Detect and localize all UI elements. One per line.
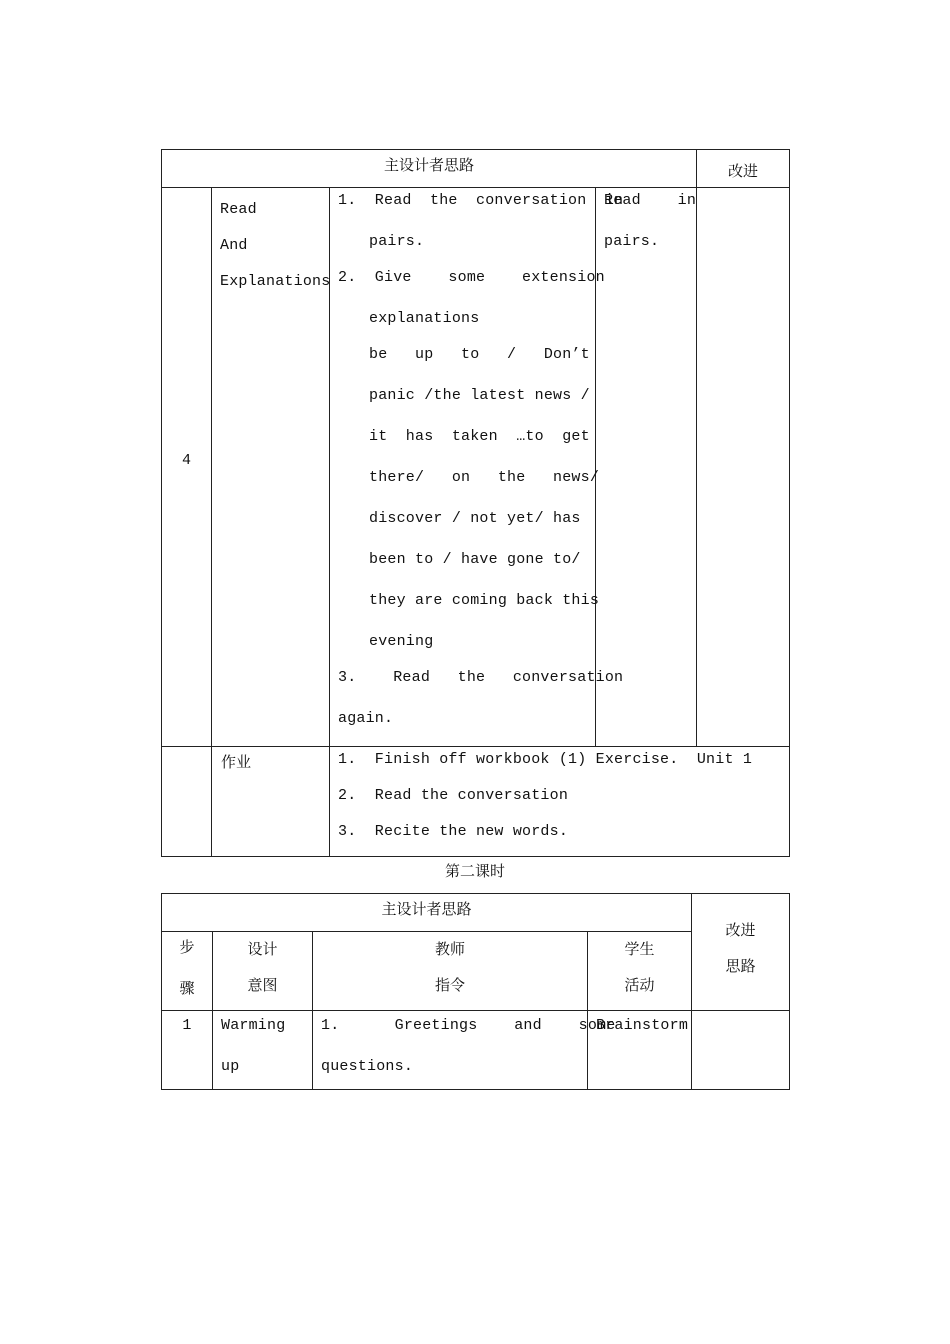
teacher-line: again. [338, 710, 394, 727]
homework-line: 2. Read the conversation [338, 787, 569, 804]
t2-row1-improve-cell [692, 1011, 790, 1090]
improve-cell [697, 188, 790, 747]
homework-label: 作业 [221, 753, 252, 771]
homework-content-cell [330, 747, 790, 857]
t2-col-design [213, 932, 313, 1011]
student-line: pairs. [604, 233, 660, 250]
t2-col-teacher-line: 指令 [434, 976, 465, 994]
teacher-line: explanations [369, 310, 480, 327]
homework-step-cell [162, 747, 212, 857]
t2-row1-design-line: Warming [221, 1017, 286, 1034]
t2-col-student-line: 活动 [624, 976, 655, 994]
homework-label-cell [212, 747, 330, 857]
t2-row1-design-line: up [221, 1058, 240, 1075]
teacher-line: they are coming back this [369, 592, 600, 609]
design-cell [212, 188, 330, 747]
t2-header-title: 主设计者思路 [381, 900, 472, 918]
t2-row1-step: 1 [182, 1017, 192, 1034]
homework-line: 3. Recite the new words. [338, 823, 569, 840]
t2-row1-teacher-cell [313, 1011, 616, 1090]
design-line: Read [220, 201, 257, 218]
t2-col-design-line: 设计 [247, 940, 278, 958]
t2-row1-student-cell [588, 1011, 692, 1090]
teacher-line: 1. Read the conversation in [338, 192, 624, 209]
homework-line: 1. Finish off workbook (1) Exercise. Unit 1 [338, 751, 753, 768]
lesson-plan-table-1 [161, 149, 790, 857]
teacher-line: discover / not yet/ has [369, 510, 581, 527]
teacher-line: there/ on the news/ [369, 469, 600, 486]
header-title: 主设计者思路 [383, 156, 474, 174]
teacher-cell [330, 188, 624, 747]
design-line: Explanations [220, 273, 331, 290]
t2-row1-teacher-line: 1. Greetings and some [321, 1017, 616, 1034]
t2-header-title-cell [162, 894, 692, 932]
t2-improve-line: 改进 [725, 921, 756, 939]
header-title-cell [162, 150, 697, 188]
teacher-line: be up to / Don’t [369, 346, 590, 363]
design-line: And [220, 237, 248, 254]
teacher-line: pairs. [369, 233, 425, 250]
t2-col-design-line: 意图 [247, 976, 278, 994]
t2-col-teacher [313, 932, 588, 1011]
lesson-plan-table-2 [161, 893, 790, 1090]
t2-col-step-line: 骤 [179, 979, 195, 997]
t2-improve-line: 思路 [725, 957, 756, 975]
teacher-line: 3. Read the conversation [338, 669, 624, 686]
teacher-line: it has taken …to get [369, 428, 590, 445]
t2-col-student-line: 学生 [624, 940, 655, 958]
t2-col-step-line: 步 [179, 938, 195, 956]
header-improve-cell [697, 150, 790, 188]
t2-row1-design-cell [213, 1011, 313, 1090]
header-improve: 改进 [727, 162, 758, 180]
teacher-line: 2. Give some extension [338, 269, 605, 286]
step-number: 4 [182, 452, 192, 469]
step-cell [162, 188, 212, 747]
teacher-line: panic /the latest news / [369, 387, 590, 404]
t2-col-step [162, 932, 213, 1011]
t2-col-student [588, 932, 692, 1011]
t2-row1-teacher-line: questions. [321, 1058, 414, 1075]
t2-row1-student: Brainstorm [596, 1017, 689, 1034]
section-title: 第二课时 [444, 862, 505, 880]
teacher-line: been to / have gone to/ [369, 551, 581, 568]
teacher-line: evening [369, 633, 434, 650]
t2-col-teacher-line: 教师 [434, 940, 465, 958]
student-line: Read in [604, 192, 697, 209]
t2-improve-cell [692, 894, 790, 1011]
t2-row1-step-cell [162, 1011, 213, 1090]
student-cell [596, 188, 697, 747]
